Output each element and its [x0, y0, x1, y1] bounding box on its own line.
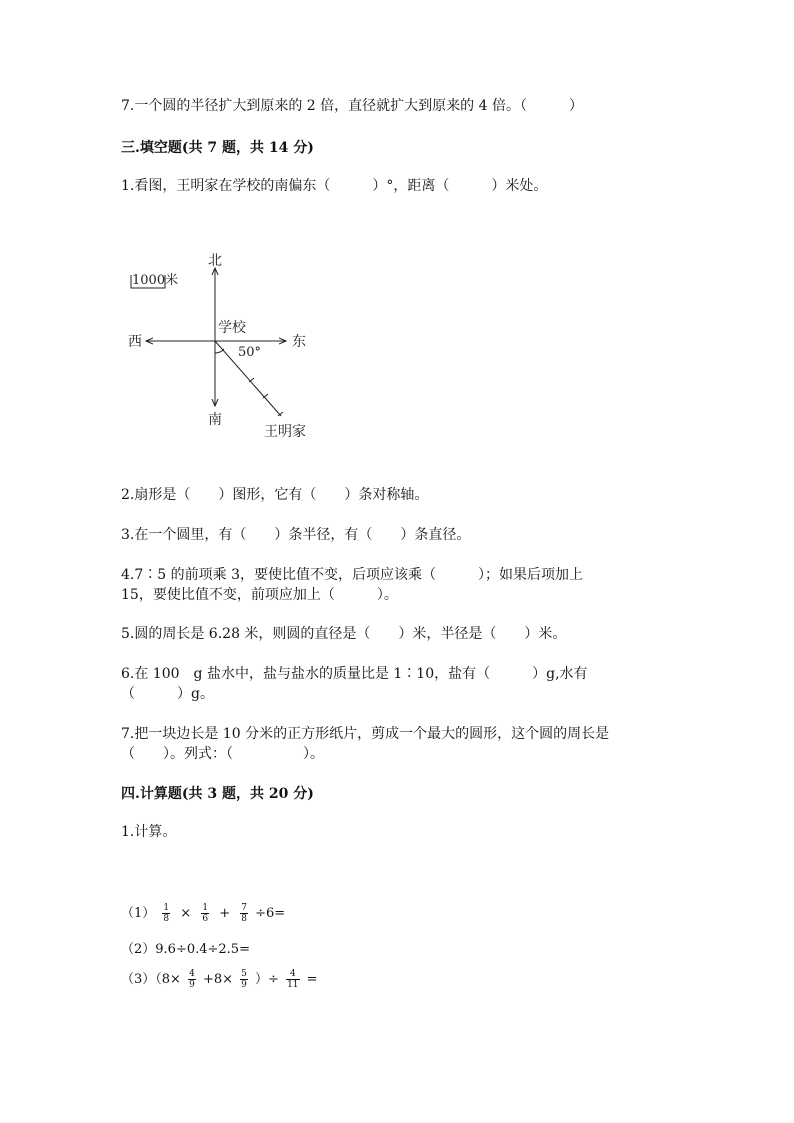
fraction [286, 969, 299, 990]
fraction [240, 903, 248, 924]
numerator: 1 [202, 903, 209, 913]
home-label: 王明家 [264, 424, 306, 440]
denominator: 8 [241, 914, 247, 924]
operator: + [219, 906, 231, 921]
fill-question-4-line-1: 4.7∶5 的前项乘 3，要使比值不变，后项应该乘（ ）；如果后项加上 [121, 567, 583, 583]
direction-diagram [118, 248, 333, 448]
denominator: 8 [163, 914, 170, 924]
east-label: 东 [292, 334, 306, 350]
north-label: 北 [208, 253, 222, 269]
calc-item-3 [121, 968, 318, 990]
fill-question-4-line-2: 15，要使比值不变，前项应加上（ ）。 [121, 587, 398, 603]
section-3-title: 三.填空题(共 7 题，共 14 分) [121, 140, 314, 156]
fill-question-2: 2.扇形是（ ）图形，它有（ ）条对称轴。 [121, 487, 429, 503]
numerator: 5 [241, 969, 247, 979]
south-label: 南 [208, 412, 222, 428]
numerator: 4 [189, 969, 195, 979]
denominator: 6 [202, 914, 209, 924]
west-label: 西 [128, 334, 142, 350]
numerator: 1 [163, 903, 170, 913]
numerator: 7 [241, 903, 247, 913]
section-4-title: 四.计算题(共 3 题，共 20 分) [121, 786, 314, 802]
fraction [188, 969, 196, 990]
calc-question-1: 1.计算。 [121, 824, 177, 840]
fill-question-7-line-2: （ ）。列式：（ ）。 [121, 746, 324, 762]
calc-item-3-mid: +8× [202, 972, 234, 987]
calc-item-2: （2）9.6÷0.4÷2.5= [121, 942, 250, 957]
fraction [201, 903, 209, 924]
fill-question-6-line-2: （ ）g。 [121, 686, 214, 702]
scale-label: 1000米 [132, 273, 179, 288]
calc-item-3-close: ）÷ [255, 972, 279, 987]
calc-item-1-tail: ÷6= [255, 906, 286, 921]
angle-label: 50° [238, 345, 262, 360]
calc-item-3-label: （3）（8× [121, 972, 181, 987]
calc-item-1 [121, 902, 285, 924]
fill-question-6-line-1: 6.在 100 g 盐水中，盐与盐水的质量比是 1∶10，盐有（ ）g,水有 [121, 666, 588, 682]
fraction [240, 969, 248, 990]
calc-item-3-tail: = [306, 972, 318, 987]
denominator: 11 [287, 980, 299, 990]
fill-question-1: 1.看图，王明家在学校的南偏东（ ）°，距离（ ）米处。 [121, 178, 548, 194]
fill-question-7-line-1: 7.把一块边长是 10 分米的正方形纸片，剪成一个最大的圆形，这个圆的周长是 [121, 726, 610, 742]
numerator: 4 [286, 969, 299, 980]
operator: × [180, 906, 192, 921]
denominator: 9 [189, 980, 195, 990]
denominator: 9 [241, 980, 247, 990]
school-label: 学校 [218, 320, 246, 336]
fill-question-3: 3.在一个圆里，有（ ）条半径，有（ ）条直径。 [121, 527, 471, 543]
calc-item-1-label: （1） [121, 906, 156, 921]
fill-question-5: 5.圆的周长是 6.28 米，则圆的直径是（ ）米，半径是（ ）米。 [121, 626, 567, 642]
judge-question-7: 7.一个圆的半径扩大到原来的 2 倍，直径就扩大到原来的 4 倍。（ ） [121, 98, 583, 114]
fraction [162, 903, 170, 924]
